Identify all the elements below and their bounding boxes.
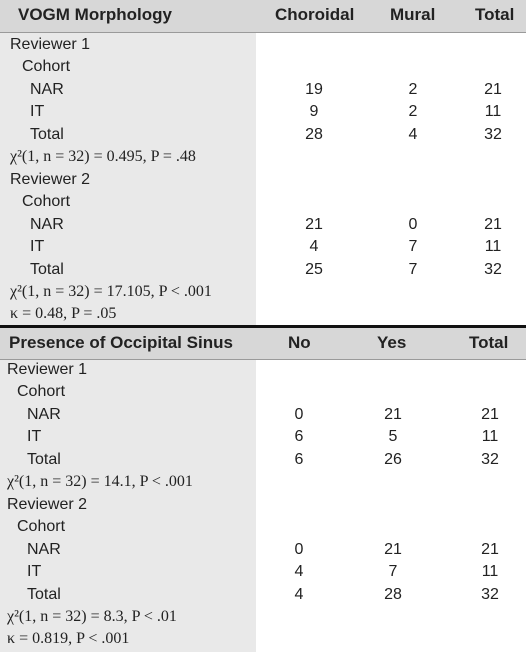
table-row [0, 451, 526, 473]
group-label-row [0, 496, 526, 518]
table-cell: 7 [408, 238, 418, 256]
header-choroidal: Choroidal [275, 5, 355, 24]
table-row [0, 261, 526, 283]
row-label: Cohort [17, 383, 66, 401]
table-cell: 21 [481, 540, 499, 558]
table-cell: 32 [481, 585, 499, 603]
table-cell: 4 [309, 238, 319, 256]
group-label-row [0, 58, 526, 80]
table-cell: 32 [481, 450, 499, 468]
table-cell: 7 [388, 563, 398, 581]
vogm-morphology-table [0, 0, 526, 325]
table-row [0, 81, 526, 103]
table-cell: 26 [384, 450, 402, 468]
table-cell: 5 [388, 428, 398, 446]
row-label: IT [27, 563, 42, 581]
table-row [0, 238, 526, 260]
table-row [0, 586, 526, 608]
table-cell: 21 [384, 405, 402, 423]
table-header-row [0, 0, 526, 33]
table-cell: 25 [305, 260, 323, 278]
table-cell: 11 [481, 428, 499, 446]
row-label: Total [30, 125, 64, 143]
table-cell: 11 [484, 238, 502, 256]
table-cell: 21 [305, 215, 323, 233]
table-row [0, 563, 526, 585]
table-cell: 19 [305, 80, 323, 98]
statistic-text: χ²(1, n = 32) = 14.1, P < .001 [7, 473, 193, 491]
group-label-row [0, 36, 526, 58]
table-cell: 9 [309, 103, 319, 121]
table-cell: 6 [294, 450, 304, 468]
row-label: Total [27, 585, 61, 603]
header-total: Total [475, 5, 515, 24]
row-label: Total [30, 260, 64, 278]
row-label: Reviewer 2 [10, 170, 91, 188]
group-label-row [0, 193, 526, 215]
statistic-text: κ = 0.48, P = .05 [10, 305, 117, 323]
row-label: Cohort [22, 193, 71, 211]
statistic-text: χ²(1, n = 32) = 17.105, P < .001 [10, 282, 212, 300]
header-vogm-morphology: VOGM Morphology [18, 5, 172, 24]
row-label: IT [30, 103, 45, 121]
table-cell: 21 [384, 540, 402, 558]
statistic-text: κ = 0.819, P < .001 [7, 630, 130, 648]
row-label: Reviewer 2 [7, 495, 88, 513]
row-label: NAR [27, 540, 61, 558]
table-cell: 2 [408, 103, 418, 121]
statistic-row [0, 148, 526, 170]
table-row [0, 103, 526, 125]
header-no: No [288, 333, 311, 352]
row-label: Total [27, 450, 61, 468]
table-cell: 28 [305, 125, 323, 143]
table-cell: 11 [484, 103, 502, 121]
row-label: Reviewer 1 [7, 361, 88, 378]
statistic-row [0, 473, 526, 495]
table-cell: 0 [294, 405, 304, 423]
row-label: Cohort [17, 518, 66, 536]
table-cell: 11 [481, 563, 499, 581]
table-cell: 7 [408, 260, 418, 278]
row-label: NAR [30, 80, 64, 98]
row-label: IT [30, 238, 45, 256]
statistic-row [0, 630, 526, 652]
table-cell: 28 [384, 585, 402, 603]
table-row [0, 541, 526, 563]
group-label-row [0, 171, 526, 193]
statistic-row [0, 608, 526, 630]
header-yes: Yes [377, 333, 407, 352]
group-label-row [0, 361, 526, 383]
row-label: IT [27, 428, 42, 446]
row-label: NAR [27, 405, 61, 423]
table-cell: 0 [294, 540, 304, 558]
table-cell: 21 [484, 215, 502, 233]
header-total: Total [469, 333, 509, 352]
row-label: NAR [30, 215, 64, 233]
group-label-row [0, 518, 526, 540]
table-row [0, 428, 526, 450]
occipital-sinus-table [0, 325, 526, 652]
table-cell: 32 [484, 260, 502, 278]
table-cell: 4 [294, 563, 304, 581]
table-cell: 0 [408, 215, 418, 233]
table-cell: 4 [408, 125, 418, 143]
table-row [0, 406, 526, 428]
row-label: Reviewer 1 [10, 36, 91, 53]
table-row [0, 216, 526, 238]
header-mural: Mural [390, 5, 436, 24]
table-row [0, 126, 526, 148]
table-cell: 21 [484, 80, 502, 98]
table-cell: 2 [408, 80, 418, 98]
table-cell: 4 [294, 585, 304, 603]
row-label: Cohort [22, 58, 71, 76]
table-header-row [0, 325, 526, 360]
statistic-row [0, 283, 526, 305]
table-cell: 6 [294, 428, 304, 446]
header-presence-of-occipital-sinus: Presence of Occipital Sinus [9, 333, 233, 352]
statistic-text: χ²(1, n = 32) = 0.495, P = .48 [10, 148, 196, 166]
table-cell: 32 [484, 125, 502, 143]
table-cell: 21 [481, 405, 499, 423]
statistic-text: χ²(1, n = 32) = 8.3, P < .01 [7, 607, 177, 625]
group-label-row [0, 383, 526, 405]
